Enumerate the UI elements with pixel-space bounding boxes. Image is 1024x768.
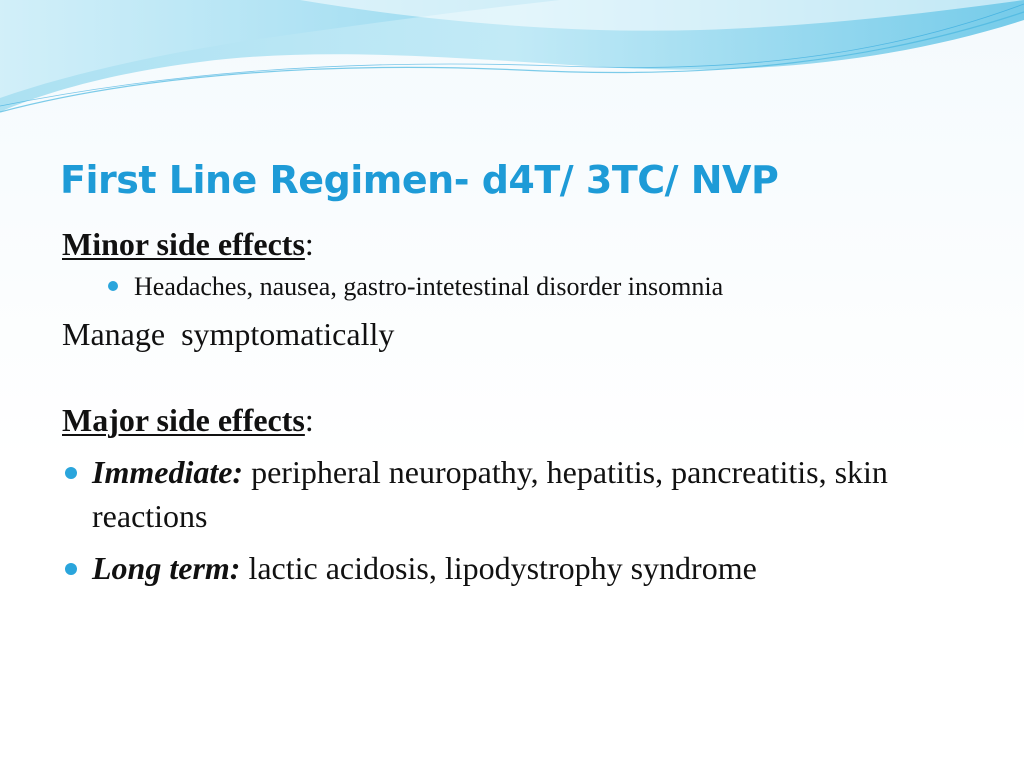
major-bullet-text: peripheral neuropathy, hepatitis, pancreatitis, skin reactions <box>92 454 888 534</box>
slide-body <box>62 222 962 590</box>
major-bullet-lead: Long term: <box>92 550 241 586</box>
major-side-effects-heading <box>62 398 962 442</box>
minor-side-effects-heading <box>62 222 962 266</box>
major-bullet-lead: Immediate: <box>92 454 244 490</box>
minor-bullet-text: Headaches, nausea, gastro-intetestinal disorder insomnia <box>134 272 724 301</box>
bullet-dot-icon <box>65 467 77 479</box>
slide-title: First Line Regimen- d4T/ 3TC/ NVP <box>60 158 779 202</box>
manage-note: Manage symptomatically <box>62 316 395 352</box>
minor-bullet-item <box>134 270 962 304</box>
major-bullet-item-immediate <box>92 450 892 538</box>
major-bullet-item-long-term <box>92 546 892 590</box>
minor-heading-label: Minor side effects <box>62 226 305 262</box>
bullet-dot-icon <box>108 281 118 291</box>
bullet-dot-icon <box>65 563 77 575</box>
minor-heading-colon: : <box>304 226 314 262</box>
major-heading-colon: : <box>304 402 314 438</box>
major-heading-label: Major side effects <box>62 402 305 438</box>
spacer <box>62 356 962 398</box>
decorative-wave-banner <box>0 0 1024 130</box>
major-bullet-text: lactic acidosis, lipodystrophy syndrome <box>240 550 757 586</box>
